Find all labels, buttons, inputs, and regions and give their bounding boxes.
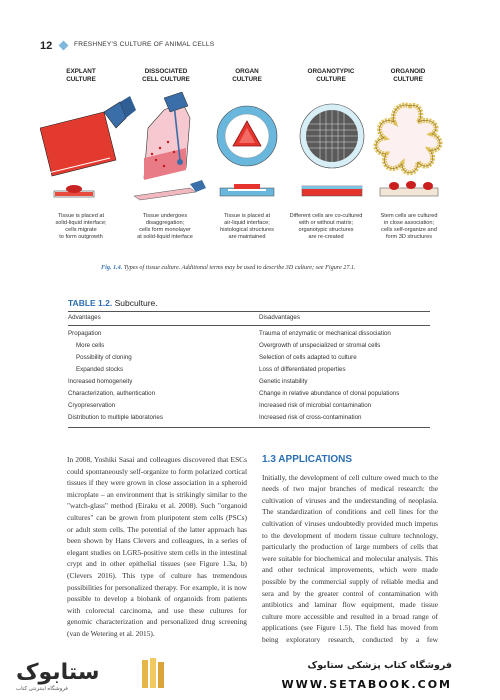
- explant-dish-illustration: [54, 185, 94, 197]
- shop-name: فروشگاه کتاب پزشکی ستابوک: [307, 660, 452, 671]
- table-row: [68, 342, 430, 352]
- culture-caption-organotypic: Different cells are co-cultured with or without matrix; organotypic structures are re-created: [289, 213, 363, 240]
- table-cell: Increased risk of microbial contamination: [259, 402, 372, 409]
- organ-culture-dish-illustration: [217, 106, 277, 166]
- applications-section: [262, 454, 438, 669]
- table-cell: Characterization, authentication: [68, 390, 156, 397]
- table-cell: Loss of differentiated properties: [259, 366, 346, 373]
- culture-title-organoid: ORGANOID CULTURE: [390, 68, 426, 83]
- table-cell: Possibility of cloning: [76, 354, 132, 361]
- organoid-dish-illustration: [380, 181, 438, 196]
- logo-text: ستابوک: [16, 660, 100, 685]
- culture-caption-organoid: Stem cells are cultured in close association; cells self-organize and form 3D structures: [380, 213, 438, 240]
- table-title: [68, 298, 158, 308]
- figure-caption: [101, 264, 356, 271]
- table-cell: Selection of cells adapted to culture: [259, 354, 357, 361]
- running-title: FRESHNEY'S CULTURE OF ANIMAL CELLS: [74, 41, 215, 48]
- table-row: [68, 414, 430, 424]
- page-number: 12: [40, 40, 53, 52]
- culture-title-organ: ORGAN CULTURE: [232, 68, 262, 83]
- organoid-illustration: [376, 105, 440, 173]
- running-header: [40, 40, 470, 54]
- dissociated-dish-illustration: [134, 180, 206, 200]
- section-heading: 1.3 APPLICATIONS: [262, 454, 353, 465]
- applications-text: Initially, the development of cell culture owed much to the needs of two major branches of medical research: the cultivation of viruses and the understanding of neoplasia. The standardization of conditions and cell lines for the cultivation of viruses undoubtedly provided much impetus to the development of modern tissue culture technology, particularly the production of large numbers of cells that were suitable for biochemical and molecular analysis. This and other technical improvements, which were made possible by the commercial supply of reliable media and sera and by the greater control of contamination with antibiotics and laminar flow equipment, made tissue culture more accessible and resulted in a broad range of applications (see Figure 1.5). The field has moved from being exploratory research, conducted by a few: [262, 472, 438, 644]
- table-header-disadvantages: Disadvantages: [259, 314, 300, 321]
- dissociated-flask-illustration: [144, 92, 190, 180]
- figure-caption-text: Types of tissue culture. Additional terms may be used to describe 3D culture; see Figure 27.1.: [123, 264, 356, 271]
- culture-caption-explant: Tissue is placed at solid-liquid interface; cells migrate to form outgrowth: [55, 213, 107, 240]
- table-row: [68, 330, 430, 340]
- table-cell: Expanded stocks: [76, 366, 124, 373]
- table-title-text: Subculture.: [114, 298, 158, 308]
- organotypic-dish-illustration: [300, 104, 364, 168]
- table-label: TABLE 1.2.: [68, 298, 113, 308]
- table-cell: Propagation: [68, 330, 102, 337]
- setabook-logo: [14, 656, 134, 696]
- books-icon: [140, 656, 168, 692]
- table-row: [68, 378, 430, 388]
- culture-caption-organ: Tissue is placed at air-liquid interface; histological structures are maintained: [220, 213, 274, 240]
- body-text-left: In 2008, Yoshiki Sasai and colleagues discovered that ESCs could spontaneously self-organize to form polarized cortical tissues if they were grown in close association in a spheroid microplate – an environment that is strikingly similar to the "watch-glass" method (Eiraku et al. 2008). Such "organoid cultures" can be grown from pluripotent stem cells (PSCs) or adult stem cells. The potential of the latter approach has been shown by Hans Clevers and colleagues, in a series of elegant studies on LGR5-positive stem cells in the intestinal crypt and in other epithelial tissues (see Figure 1.3a, b) (Clevers 2016). This type of culture has tremendous possibilities for personalized therapy. For example, it is now possible to develop a biobank of organoids from patients with colorectal carcinoma, and use these cultures for genomic characterization and personalized drug screening (van de Wetering et al. 2015).: [67, 455, 247, 638]
- culture-title-dissociated: DISSOCIATED CELL CULTURE: [142, 68, 190, 83]
- table-cell: Trauma of enzymatic or mechanical dissociation: [259, 330, 391, 337]
- logo-subtitle: فروشگاه اینترنتی کتاب: [16, 686, 68, 692]
- table-row: [68, 390, 430, 400]
- explant-flask-illustration: [40, 96, 136, 176]
- table-cell: Change in relative abundance of clonal populations: [259, 390, 400, 397]
- table-cell: Increased homogeneity: [68, 378, 133, 385]
- table-cell: Cryopreservation: [68, 402, 116, 409]
- shop-url[interactable]: WWW.SETABOOK.COM: [281, 678, 452, 691]
- table-cell: Overgrowth of unspecialized or stromal cells: [259, 342, 381, 349]
- table-cell: Genetic instability: [259, 378, 308, 385]
- table-cell: More cells: [76, 342, 105, 349]
- publisher-banner: [0, 648, 500, 700]
- organotypic-side-illustration: [302, 186, 362, 196]
- table-header-advantages: Advantages: [68, 314, 101, 321]
- table-row: [68, 366, 430, 376]
- table-header-row: [68, 314, 430, 324]
- culture-title-organotypic: ORGANOTYPIC CULTURE: [307, 68, 355, 83]
- figure-caption-label: Fig. 1.4.: [101, 264, 123, 271]
- diamond-icon: [59, 41, 69, 51]
- table-row: [68, 354, 430, 364]
- culture-caption-dissociated: Tissue undergoes disaggregation; cells form monolayer at solid-liquid interface: [137, 213, 193, 240]
- culture-title-explant: EXPLANT CULTURE: [66, 68, 96, 83]
- table-row: [68, 402, 430, 412]
- table-cell: Increased risk of cross-contamination: [259, 414, 362, 421]
- organ-culture-side-illustration: [220, 184, 274, 196]
- table-cell: Distribution to multiple laboratories: [68, 414, 163, 421]
- culture-types-figure: [40, 88, 460, 210]
